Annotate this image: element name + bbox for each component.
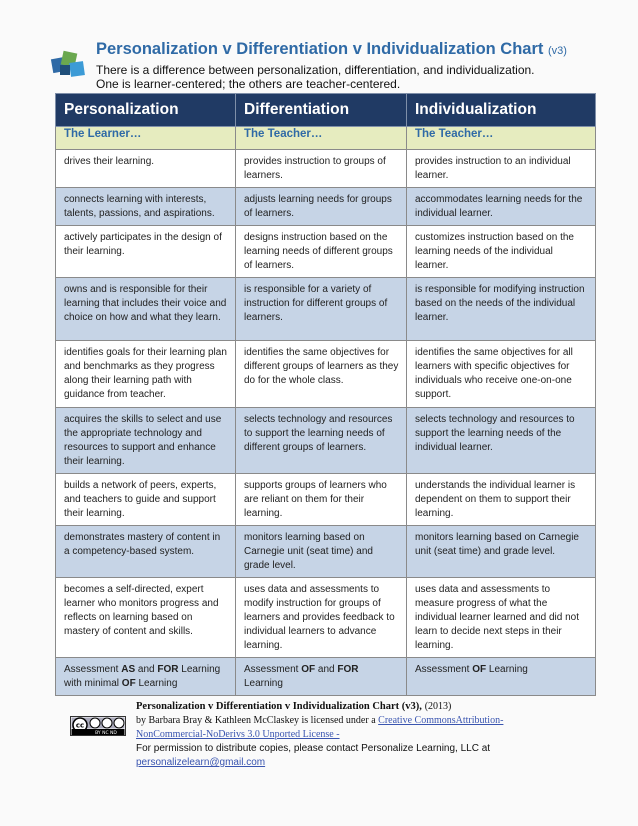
table-cell: demonstrates mastery of content in a competency-based system.	[56, 526, 236, 578]
table-cell: monitors learning based on Carnegie unit (seat time) and grade level.	[236, 526, 407, 578]
puzzle-logo-icon	[50, 50, 90, 80]
footer-year: (2013)	[424, 701, 452, 712]
table-row	[56, 341, 596, 408]
table-row	[56, 188, 596, 226]
table-cell: is responsible for a variety of instruction for different groups of learners.	[236, 278, 407, 341]
table-row	[56, 150, 596, 188]
table-cell: is responsible for modifying instruction based on the needs of the individual learner.	[407, 278, 596, 341]
svg-text:cc: cc	[75, 721, 85, 730]
license-link[interactable]: Creative CommonsAttribution- NonCommercial-NoDerivs 3.0 Unported License -	[136, 715, 504, 740]
table-cell: becomes a self-directed, expert learner who monitors progress and reflects on learning based on mastery of content and skills.	[56, 578, 236, 658]
table-cell: monitors learning based on Carnegie unit (seat time) and grade level.	[407, 526, 596, 578]
subheader-teacher: The Teacher…	[407, 127, 596, 150]
footer-title: Personalization v Differentiation v Individualization Chart (v3),	[136, 701, 422, 712]
table-cell: uses data and assessments to measure progress of what the individual learner learned and did not learn to decide next steps in their learning.	[407, 578, 596, 658]
page-title	[96, 40, 567, 59]
table-row	[56, 578, 596, 658]
column-header-differentiation: Differentiation	[236, 94, 407, 127]
table-cell: drives their learning.	[56, 150, 236, 188]
table-cell: provides instruction to an individual learner.	[407, 150, 596, 188]
column-header-row	[56, 94, 596, 127]
table-row	[56, 474, 596, 526]
table-row	[56, 278, 596, 341]
footer-by-text: by Barbara Bray & Kathleen McClaskey is licensed under a	[136, 715, 376, 726]
table-cell: uses data and assessments to modify instruction for groups of learners and provides feedback to individual learners to advance learning.	[236, 578, 407, 658]
table-cell: builds a network of peers, experts, and teachers to guide and support their learning.	[56, 474, 236, 526]
column-header-personalization: Personalization	[56, 94, 236, 127]
subheader-teacher: The Teacher…	[236, 127, 407, 150]
title-text: Personalization v Differentiation v Individualization Chart	[96, 40, 544, 58]
table-cell: selects technology and resources to support the learning needs of different groups of learners.	[236, 408, 407, 474]
table-cell: identifies goals for their learning plan and benchmarks as they progress along their learning path with guidance from teacher.	[56, 341, 236, 408]
subheader-row	[56, 127, 596, 150]
footer-permission-text: For permission to distribute copies, please contact Personalize Learning, LLC at	[136, 743, 491, 754]
assessment-row	[56, 658, 596, 696]
subtitle-line-2: One is learner-centered; the others are teacher-centered.	[96, 77, 401, 91]
assessment-differentiation: Assessment OF and FOR Learning	[236, 658, 407, 696]
table-cell: supports groups of learners who are reliant on them for their learning.	[236, 474, 407, 526]
table-row	[56, 526, 596, 578]
table-cell: accommodates learning needs for the individual learner.	[407, 188, 596, 226]
table-cell: adjusts learning needs for groups of learners.	[236, 188, 407, 226]
subtitle	[96, 63, 535, 91]
table-cell: actively participates in the design of their learning.	[56, 226, 236, 278]
table-cell: identifies the same objectives for all learners with specific objectives for individuals who receive one-on-one support.	[407, 341, 596, 408]
table-cell: customizes instruction based on the learning needs of the individual learner.	[407, 226, 596, 278]
table-cell: acquires the skills to select and use the appropriate technology and resources to support and enhance their learning.	[56, 408, 236, 474]
subtitle-line-1: There is a difference between personalization, differentiation, and individualization.	[96, 63, 535, 77]
version-label: (v3)	[548, 45, 567, 57]
table-cell: owns and is responsible for their learning that includes their voice and choice on how and what they learn.	[56, 278, 236, 341]
comparison-table	[55, 93, 596, 696]
table-cell: provides instruction to groups of learners.	[236, 150, 407, 188]
table-cell: designs instruction based on the learning needs of different groups of learners.	[236, 226, 407, 278]
assessment-personalization: Assessment AS and FOR Learning with minimal OF Learning	[56, 658, 236, 696]
svg-text:BY NC ND: BY NC ND	[95, 731, 117, 736]
table-cell: connects learning with interests, talents, passions, and aspirations.	[56, 188, 236, 226]
table-cell: understands the individual learner is dependent on them to support their learning.	[407, 474, 596, 526]
table-row	[56, 226, 596, 278]
subheader-learner: The Learner…	[56, 127, 236, 150]
table-cell: identifies the same objectives for different groups of learners as they do for the whole class.	[236, 341, 407, 408]
license-footer	[136, 700, 536, 770]
table-row	[56, 408, 596, 474]
creative-commons-badge-icon	[70, 716, 126, 736]
column-header-individualization: Individualization	[407, 94, 596, 127]
assessment-individualization: Assessment OF Learning	[407, 658, 596, 696]
contact-email-link[interactable]: personalizelearn@gmail.com	[136, 757, 266, 768]
table-cell: selects technology and resources to support the learning needs of the individual learner.	[407, 408, 596, 474]
